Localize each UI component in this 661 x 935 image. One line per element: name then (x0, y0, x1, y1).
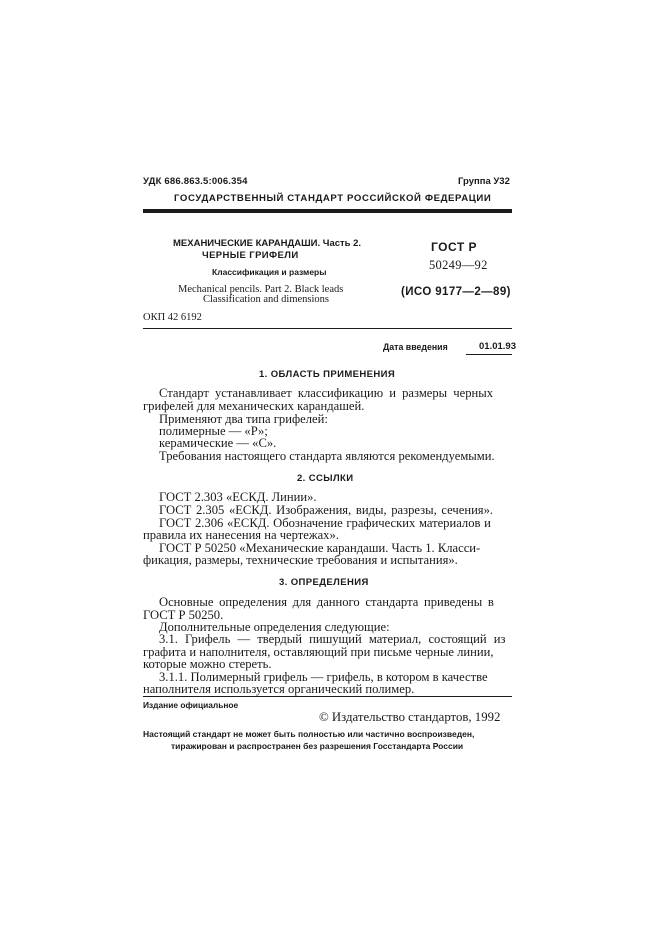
section-line: ГОСТ Р 50250. (143, 608, 224, 622)
section-line: 3.1. Грифель — твердый пишущий материал, состоящий из (159, 632, 506, 646)
section-line: фикация, размеры, технические требования и испытания». (143, 553, 458, 567)
section-line: ГОСТ Р 50250 «Механические карандаши. Часть 1. Класси- (159, 541, 481, 555)
english-title-line1: Mechanical pencils. Part 2. Black leads (178, 284, 344, 295)
reproduction-notice-line2: тиражирован и распространен без разрешения Госстандарта России (171, 741, 464, 751)
section-line: ГОСТ 2.305 «ЕСКД. Изображения, виды, разрезы, сечения». (159, 503, 494, 517)
reproduction-notice-line1: Настоящий стандарт не может быть полностью или частично воспроизведен, (143, 729, 475, 739)
document-subtitle: Классификация и размеры (212, 267, 327, 277)
section-line: графита и наполнителя, оставляющий при письме черные линии, (143, 645, 494, 659)
section-line: Дополнительные определения следующие: (159, 620, 390, 634)
gost-number: 50249—92 (429, 258, 488, 272)
section-line: наполнителя используется органический полимер. (143, 682, 415, 696)
iso-reference: (ИСО 9177—2—89) (401, 286, 511, 298)
section-line: ГОСТ 2.306 «ЕСКД. Обозначение графических материалов и (159, 516, 491, 530)
section-line: грифелей для механических карандашей. (143, 399, 365, 413)
intro-date-underline (466, 354, 512, 355)
section-line: полимерные — «Р»; (159, 424, 268, 438)
section-line: Основные определения для данного стандарта приведены в (159, 595, 494, 609)
section-line: Стандарт устанавливает классификацию и размеры черных (159, 386, 494, 400)
section-heading-references: 2. ССЫЛКИ (297, 473, 354, 484)
footer-rule (143, 696, 512, 697)
intro-date-label: Дата введения (383, 342, 448, 352)
section-heading-scope: 1. ОБЛАСТЬ ПРИМЕНЕНИЯ (259, 369, 396, 380)
section-line: Требования настоящего стандарта являются рекомендуемыми. (159, 449, 495, 463)
english-title-line2: Classification and dimensions (203, 294, 329, 305)
document-title-line2: ЧЕРНЫЕ ГРИФЕЛИ (202, 250, 299, 261)
intro-date-value: 01.01.93 (479, 341, 516, 352)
section-line: ГОСТ 2.303 «ЕСКД. Линии». (159, 490, 317, 504)
section-line: Применяют два типа грифелей: (159, 412, 328, 426)
udk-code: УДК 686.863.5:006.354 (143, 176, 248, 187)
official-edition-label: Издание официальное (143, 700, 239, 710)
section-line: 3.1.1. Полимерный грифель — грифель, в котором в качестве (159, 670, 488, 684)
group-code: Группа У32 (458, 176, 510, 187)
header-rule-thick (143, 209, 512, 213)
gost-label: ГОСТ Р (431, 240, 478, 254)
section-heading-definitions: 3. ОПРЕДЕЛЕНИЯ (279, 577, 369, 588)
org-title: ГОСУДАРСТВЕННЫЙ СТАНДАРТ РОССИЙСКОЙ ФЕДЕРАЦИИ (174, 193, 492, 204)
section-line: керамические — «С». (159, 436, 277, 450)
title-rule (143, 328, 512, 329)
copyright-line: © Издательство стандартов, 1992 (319, 710, 501, 724)
document-title-line1: МЕХАНИЧЕСКИЕ КАРАНДАШИ. Часть 2. (173, 238, 362, 249)
section-line: которые можно стереть. (143, 657, 272, 671)
section-line: правила их нанесения на чертежах». (143, 528, 339, 542)
okp-code: ОКП 42 6192 (143, 312, 202, 323)
